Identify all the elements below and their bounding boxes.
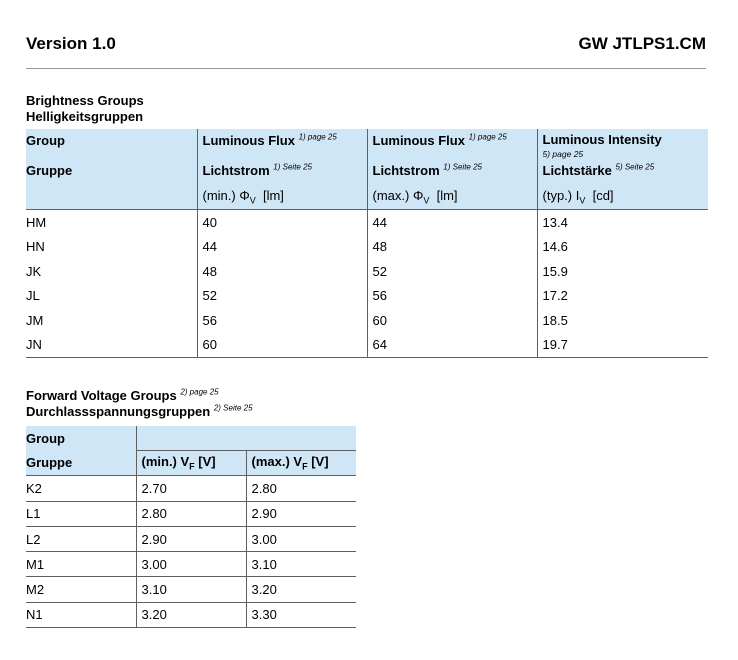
- cell-flux-max: 64: [367, 333, 537, 358]
- voltage-title-de: Durchlassspannungsgruppen $^{2) Seite 25}$: [26, 403, 253, 419]
- cell-group: M2: [26, 577, 136, 602]
- cell-vf-min: 2.70: [136, 476, 246, 501]
- col-flux-min-en: Luminous Flux $^{1) page 25}$: [197, 129, 367, 161]
- col-values-span: [136, 426, 356, 451]
- cell-flux-max: 56: [367, 284, 537, 309]
- cell-group: HM: [26, 214, 47, 230]
- col-flux-min-unit: (min.) $\Phi_V$ [lm]: [197, 185, 367, 210]
- voltage-title-en: Forward Voltage Groups $^{2) page 25}$: [26, 387, 219, 403]
- table-row: [26, 552, 356, 577]
- cell-intensity: 13.4: [537, 210, 708, 235]
- voltage-title: [26, 388, 253, 420]
- cell-vf-max: 3.00: [246, 526, 356, 551]
- col-flux-max-unit: (max.) $\Phi_V$ [lm]: [367, 185, 537, 210]
- header-divider: [26, 68, 706, 69]
- cell-group: JL: [26, 288, 40, 304]
- table-row: [26, 333, 708, 358]
- col-intensity-en: Luminous Intensity 5) page 25: [537, 129, 708, 161]
- brightness-title: [26, 93, 144, 125]
- brightness-title-en: Brightness Groups: [26, 93, 144, 108]
- voltage-header-en: [26, 426, 356, 451]
- col-flux-max-en: Luminous Flux $^{1) page 25}$: [367, 129, 537, 161]
- cell-group: L2: [26, 526, 136, 551]
- col-group-de: Gruppe: [26, 451, 136, 476]
- cell-vf-min: 3.00: [136, 552, 246, 577]
- table-row: [26, 501, 356, 526]
- cell-intensity: 15.9: [537, 259, 708, 284]
- table-row: [26, 526, 356, 551]
- cell-vf-max: 3.30: [246, 602, 356, 627]
- cell-group: HN: [26, 239, 45, 255]
- cell-vf-min: 3.20: [136, 602, 246, 627]
- cell-flux-max: 52: [367, 259, 537, 284]
- part-number: GW JTLPS1.CM: [578, 34, 706, 53]
- brightness-header-de: [26, 161, 708, 185]
- table-row: [26, 476, 356, 501]
- cell-vf-min: 3.10: [136, 577, 246, 602]
- cell-flux-min: 56: [197, 308, 367, 333]
- cell-flux-max: 60: [367, 308, 537, 333]
- voltage-table: [26, 426, 356, 628]
- col-intensity-unit: (typ.) $I_V$ [cd]: [537, 185, 708, 210]
- document-version: Version 1.0: [26, 34, 116, 53]
- col-group-en: Group: [26, 426, 136, 451]
- cell-group: L1: [26, 501, 136, 526]
- cell-vf-min: 2.80: [136, 501, 246, 526]
- cell-intensity: 14.6: [537, 235, 708, 260]
- table-row: [26, 308, 708, 333]
- col-intensity-de: Lichtstärke $^{5) Seite 25}$: [537, 161, 708, 185]
- cell-group: K2: [26, 476, 136, 501]
- cell-flux-min: 44: [197, 235, 367, 260]
- col-flux-max-de: Lichtstrom $^{1) Seite 25}$: [367, 161, 537, 185]
- cell-vf-max: 3.20: [246, 577, 356, 602]
- table-row: [26, 284, 708, 309]
- brightness-title-de: Helligkeitsgruppen: [26, 109, 144, 124]
- cell-intensity: 17.2: [537, 284, 708, 309]
- col-vf-max: (max.) $V_F$ [V]: [246, 451, 356, 476]
- cell-group: JK: [26, 263, 42, 279]
- table-row: [26, 259, 708, 284]
- col-group-en: Group: [26, 129, 197, 161]
- cell-group: N1: [26, 602, 136, 627]
- table-row: [26, 235, 708, 260]
- cell-flux-min: 60: [197, 333, 367, 358]
- cell-flux-max: 44: [367, 210, 537, 235]
- cell-flux-max: 48: [367, 235, 537, 260]
- table-row: [26, 577, 356, 602]
- cell-intensity: 18.5: [537, 308, 708, 333]
- cell-vf-max: 2.90: [246, 501, 356, 526]
- brightness-table: [26, 129, 708, 358]
- brightness-header-en: [26, 129, 708, 161]
- brightness-header-units: [26, 185, 708, 210]
- cell-vf-max: 2.80: [246, 476, 356, 501]
- cell-group: JM: [26, 312, 44, 328]
- col-vf-min: (min.) $V_F$ [V]: [136, 451, 246, 476]
- col-group-unit: [26, 185, 197, 210]
- table-row: [26, 602, 356, 627]
- cell-group: M1: [26, 552, 136, 577]
- cell-flux-min: 40: [197, 210, 367, 235]
- cell-flux-min: 48: [197, 259, 367, 284]
- cell-group: JN: [26, 333, 197, 358]
- voltage-header-de: [26, 451, 356, 476]
- cell-flux-min: 52: [197, 284, 367, 309]
- col-group-de: Gruppe: [26, 161, 197, 185]
- col-flux-min-de: Lichtstrom $^{1) Seite 25}$: [197, 161, 367, 185]
- cell-vf-min: 2.90: [136, 526, 246, 551]
- table-row: [26, 210, 708, 235]
- cell-intensity: 19.7: [537, 333, 708, 358]
- cell-vf-max: 3.10: [246, 552, 356, 577]
